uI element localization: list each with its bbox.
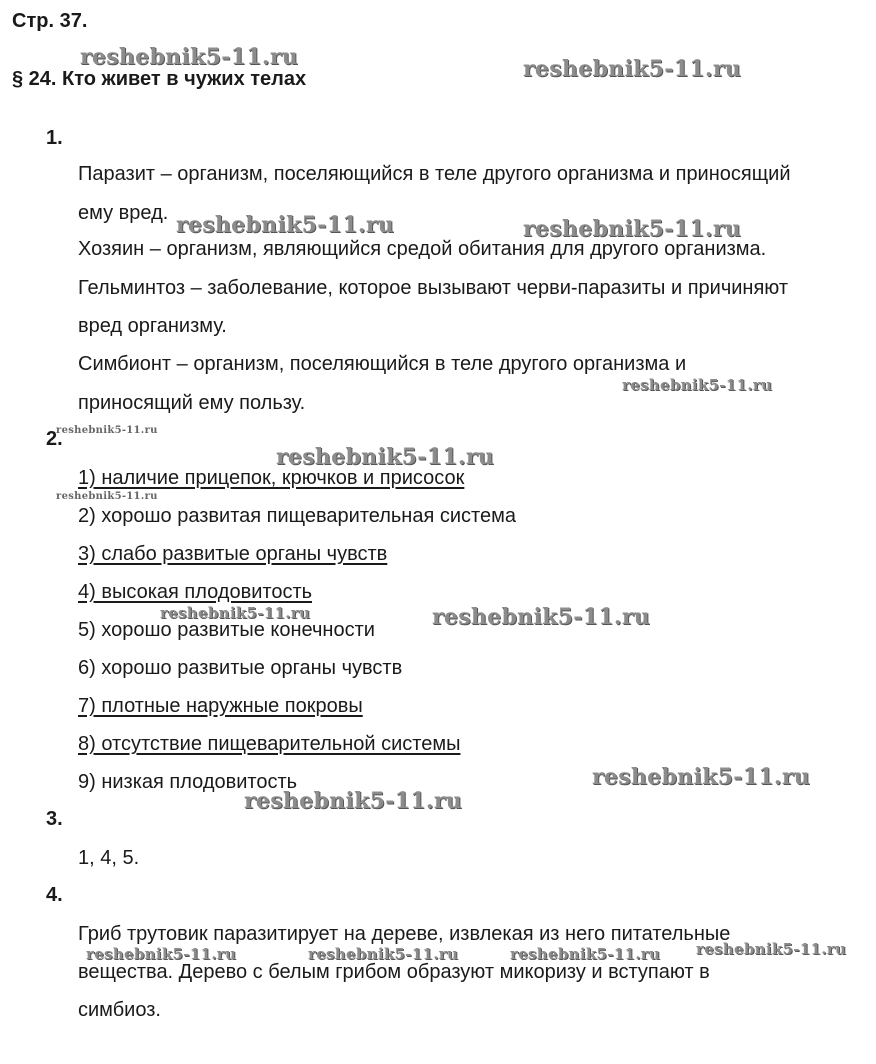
task-1-line: Гельминтоз – заболевание, которое вызывают черви-паразиты и причиняют [78, 277, 789, 299]
watermark: reshebnik5-11.ru [86, 945, 237, 963]
task-1-line: Симбионт – организм, поселяющийся в теле другого организма и [78, 353, 687, 375]
watermark: reshebnik5-11.ru [160, 604, 311, 622]
task-2-option-underlined: 3) слабо развитые органы чувств [78, 543, 388, 565]
task-4-line: симбиоз. [78, 999, 161, 1021]
watermark: reshebnik5-11.ru [244, 788, 463, 814]
task-2-option-underlined: 4) высокая плодовитость [78, 581, 313, 603]
watermark: reshebnik5-11.ru [276, 444, 495, 470]
watermark: reshebnik5-11.ru [696, 940, 847, 958]
task-2-option: 6) хорошо развитые органы чувств [78, 657, 403, 679]
task-4-line: вещества. Дерево с белым грибом образуют микоризу и вступают в [78, 961, 710, 983]
task-3-number: 3. [46, 808, 63, 830]
watermark: reshebnik5-11.ru [523, 56, 742, 82]
task-1-line: Паразит – организм, поселяющийся в теле другого организма и приносящий [78, 163, 791, 185]
task-1-line: Хозяин – организм, являющийся средой обитания для другого организма. [78, 238, 767, 260]
task-3-answer: 1, 4, 5. [78, 847, 140, 869]
task-2-option: 9) низкая плодовитость [78, 771, 298, 793]
watermark: reshebnik5-11.ru [523, 216, 742, 242]
watermark: reshebnik5-11.ru [56, 425, 158, 436]
watermark: reshebnik5-11.ru [622, 376, 773, 394]
section-title: § 24. Кто живет в чужих телах [12, 68, 307, 90]
watermark: reshebnik5-11.ru [432, 604, 651, 630]
task-1-line: вред организму. [78, 315, 227, 337]
task-2-option-underlined: 7) плотные наружные покровы [78, 695, 363, 717]
page-header: Стр. 37. [12, 10, 88, 32]
watermark: reshebnik5-11.ru [56, 491, 158, 502]
watermark: reshebnik5-11.ru [592, 764, 811, 790]
watermark: reshebnik5-11.ru [308, 945, 459, 963]
watermark: reshebnik5-11.ru [510, 945, 661, 963]
task-4-line: Гриб трутовик паразитирует на дереве, извлекая из него питательные [78, 923, 731, 945]
watermark: reshebnik5-11.ru [80, 44, 299, 70]
task-1-number: 1. [46, 127, 63, 149]
task-2-option-underlined: 1) наличие прицепок, крючков и присосок [78, 467, 465, 489]
task-2-number: 2. [46, 428, 63, 450]
watermark: reshebnik5-11.ru [176, 212, 395, 238]
task-4-number: 4. [46, 884, 63, 906]
task-2-option-underlined: 8) отсутствие пищеварительной системы [78, 733, 461, 755]
task-2-option: 5) хорошо развитые конечности [78, 619, 375, 641]
task-1-line: приносящий ему пользу. [78, 392, 306, 414]
task-2-option: 2) хорошо развитая пищеварительная система [78, 505, 516, 527]
task-1-line: ему вред. [78, 202, 169, 224]
